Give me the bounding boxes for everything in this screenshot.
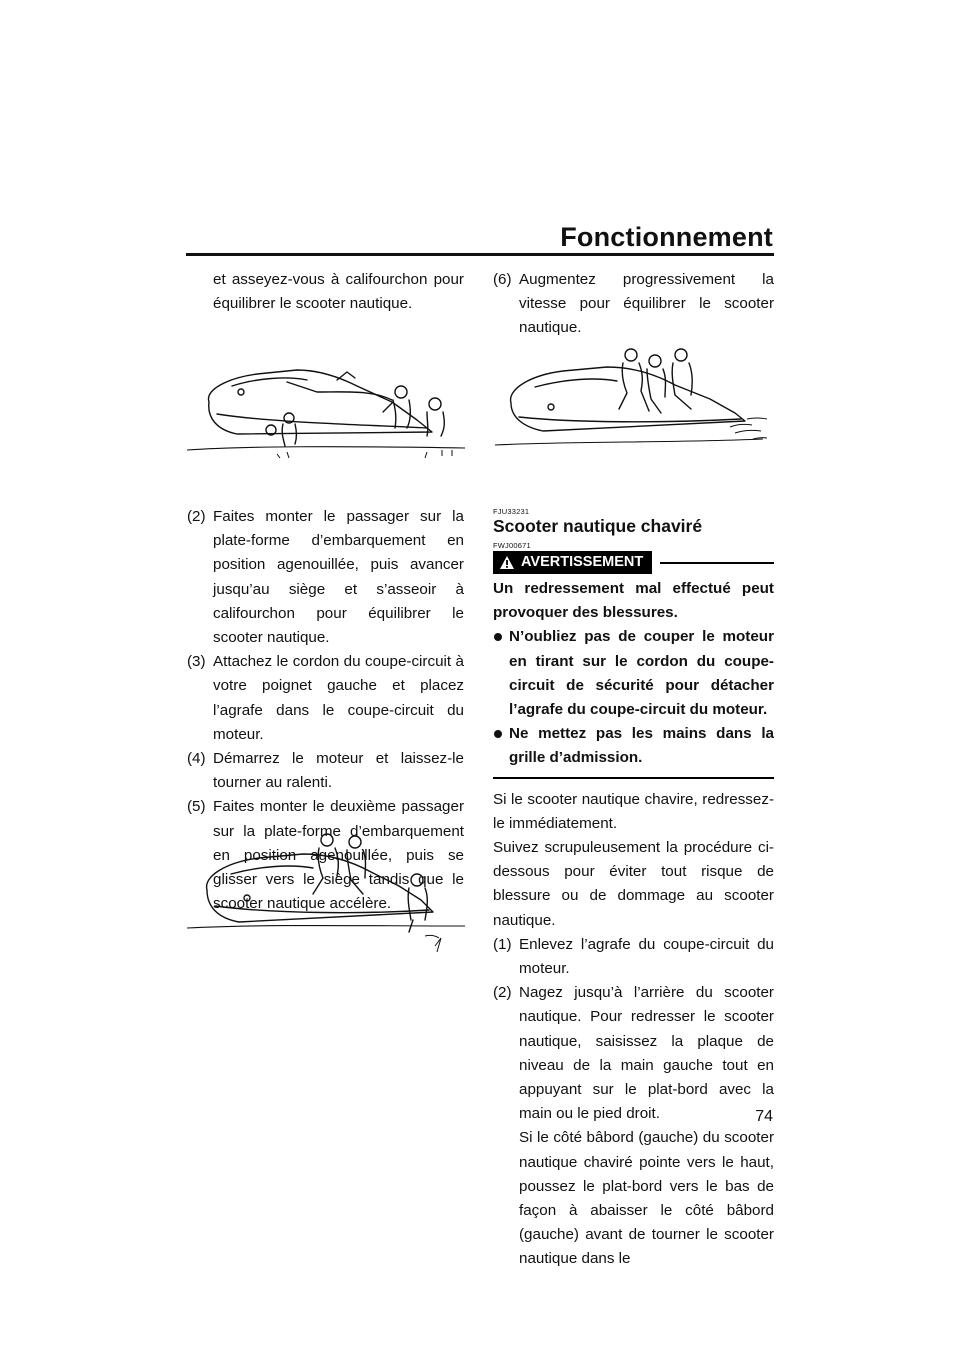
section-code: FJU33231 bbox=[493, 507, 530, 516]
warning-bullet: N’oubliez pas de couper le moteur en tirant sur le cordon du coupe-circuit de sécurité pour détacher l’agrafe du coupe-circuit du moteur. bbox=[493, 625, 774, 722]
warning-code: FWJ00671 bbox=[493, 541, 531, 550]
warning-header bbox=[493, 551, 774, 574]
section-title: Scooter nautique chaviré bbox=[493, 516, 703, 536]
list-item: (2) Faites monter le passager sur la plate-forme d’embarquement en position agenouillée, puis avancer jusqu’au siège et s’asseoir à califourchon pour équilibrer le scooter nautique. bbox=[187, 508, 464, 647]
list-item: (5) Faites monter le deuxième passager sur la plate-forme d’embarquement en position agenouillée, puis se glisser vers le siège tandis que le scooter nautique accélère. bbox=[187, 798, 464, 913]
paragraph: Si le scooter nautique chavire, redressez-le immédiatement. bbox=[493, 790, 774, 832]
warning-badge: AVERTISSEMENT bbox=[493, 551, 652, 574]
warning-text: Un redressement mal effectué peut provoquer des blessures. bbox=[493, 580, 774, 622]
left-column-top bbox=[187, 268, 464, 316]
header-rule bbox=[186, 253, 774, 256]
right-column-section bbox=[493, 507, 774, 1272]
list-item: (6) Augmentez progressivement la vitesse pour équilibrer le scooter nautique. bbox=[493, 271, 774, 337]
warning-bullet: Ne mettez pas les mains dans la grille d’admission. bbox=[493, 722, 774, 770]
warning-icon bbox=[499, 555, 515, 570]
paragraph: Suivez scrupuleusement la procédure ci-dessous pour éviter tout risque de blessure ou de dommage au scooter nautique. bbox=[493, 839, 774, 929]
list-item: (1) Enlevez l’agrafe du coupe-circuit du moteur. bbox=[493, 935, 774, 978]
warning-rule bbox=[660, 562, 774, 564]
warning-body bbox=[493, 577, 774, 771]
list-item: (3) Attachez le cordon du coupe-circuit à votre poignet gauche et placez l’agrafe dans le coupe-circuit du moteur. bbox=[187, 653, 464, 743]
page-number: 74 bbox=[755, 1108, 773, 1125]
page-title: Fonctionnement bbox=[560, 222, 773, 252]
left-column-steps bbox=[187, 505, 464, 916]
list-item: (2) Nagez jusqu’à l’arrière du scooter nautique. Pour redresser le scooter nautique, saisissez la plaque de niveau de la main gauche tout en appuyant sur le plat-bord avec la main ou le pied droit. bbox=[493, 984, 774, 1123]
three-riders-illustration bbox=[495, 343, 775, 453]
warning-end-rule bbox=[493, 777, 774, 779]
right-column-top bbox=[493, 268, 774, 341]
intro-paragraph: et asseyez-vous à califourchon pour équilibrer le scooter nautique. bbox=[213, 271, 464, 313]
paragraph: Si le côté bâbord (gauche) du scooter nautique chaviré pointe vers le haut, poussez le plat-bord vers le bas de façon à abaisser le côté bâbord (gauche) avant de tourner le scooter nautique dans le bbox=[519, 1129, 774, 1268]
list-item: (4) Démarrez le moteur et laissez-le tourner au ralenti. bbox=[187, 750, 464, 792]
boarding-illustration bbox=[187, 362, 465, 462]
